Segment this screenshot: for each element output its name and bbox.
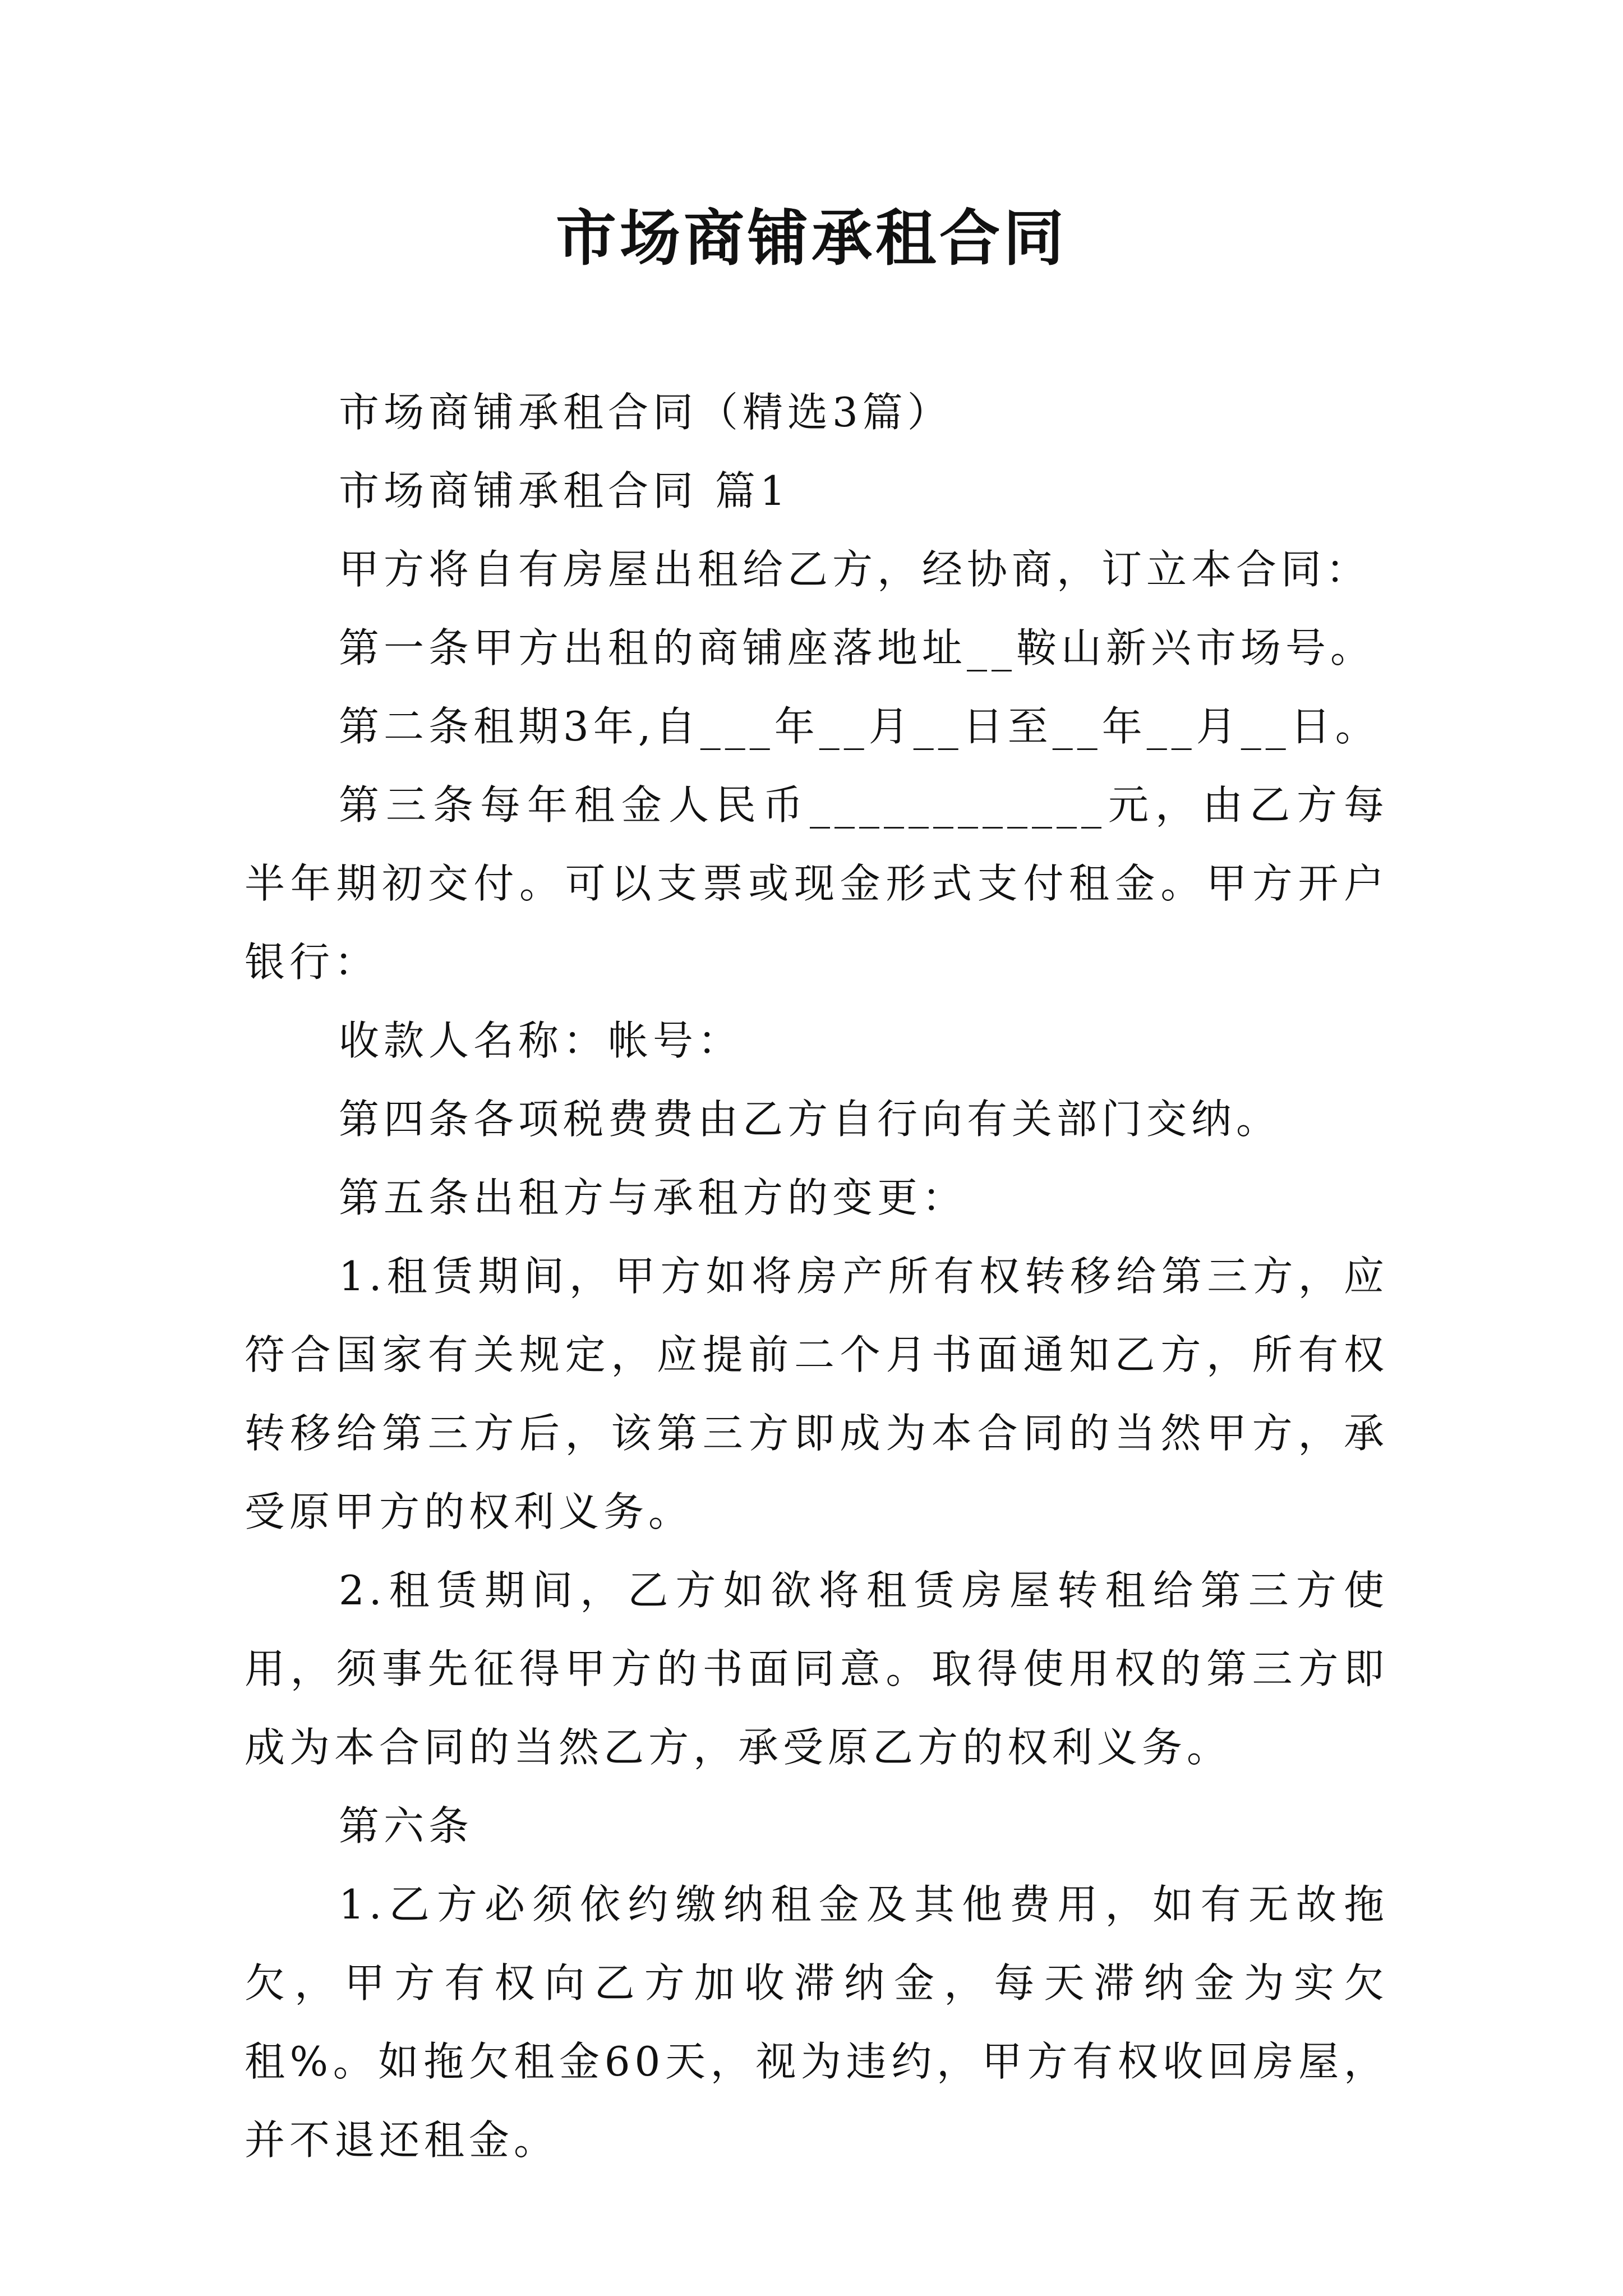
paragraph-article-5: 第五条出租方与承租方的变更： [339, 1174, 967, 1221]
paragraph-subtitle: 市场商铺承租合同（精选3篇） [339, 389, 952, 436]
paragraph-preamble: 甲方将自有房屋出租给乙方，经协商，订立本合同： [339, 546, 1371, 593]
paragraph-article-5-item-1: 1.租赁期间，甲方如将房产所有权转移给第三方，应符合国家有关规定，应提前二个月书面通知乙方，所有权转移给第三方后，该第三方即成为本合同的当然甲方，承受原甲方的权利义务。 [245, 1253, 1389, 1535]
document-title: 市场商铺承租合同 [555, 203, 1067, 274]
paragraph-article-2: 第二条租期3年,自___年__月__日至__年__月__日。 [339, 703, 1380, 750]
paragraph-article-6: 第六条 [339, 1802, 474, 1849]
document-body [245, 373, 1389, 2179]
paragraph-section-heading: 市场商铺承租合同 篇1 [339, 467, 790, 514]
paragraph-article-4: 第四条各项税费费由乙方自行向有关部门交纳。 [339, 1096, 1281, 1143]
paragraph-article-3: 第三条每年租金人民币____________元，由乙方每半年期初交付。可以支票或现金形式支付租金。甲方开户银行： [245, 781, 1389, 986]
paragraph-article-5-item-2: 2.租赁期间，乙方如欲将租赁房屋转租给第三方使用，须事先征得甲方的书面同意。取得使用权的第三方即成为本合同的当然乙方，承受原乙方的权利义务。 [245, 1567, 1389, 1771]
paragraph-payee: 收款人名称：帐号： [339, 1017, 743, 1064]
paragraph-article-1: 第一条甲方出租的商铺座落地址__鞍山新兴市场号。 [339, 624, 1376, 671]
paragraph-article-6-item-1: 1.乙方必须依约缴纳租金及其他费用，如有无故拖欠，甲方有权向乙方加收滞纳金，每天滞纳金为实欠租%。如拖欠租金60天，视为违约，甲方有权收回房屋，并不退还租金。 [245, 1881, 1389, 2164]
